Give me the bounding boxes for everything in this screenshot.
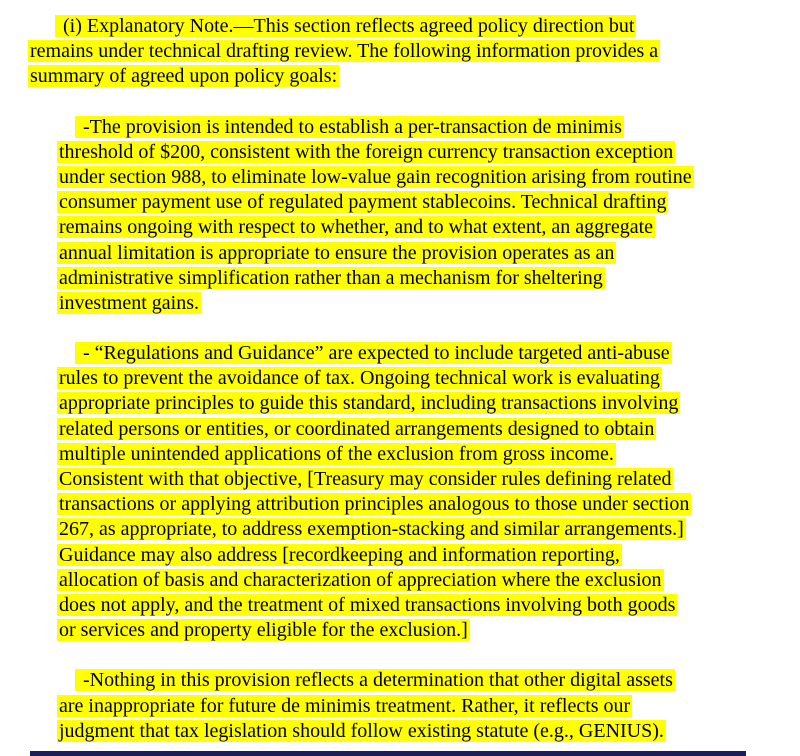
- text-line: [57, 165, 800, 190]
- text-line: [28, 64, 800, 89]
- highlighted-text: administrative simplification rather than a mechanism for sheltering: [59, 266, 603, 289]
- highlighted-text: -Nothing in this provision reflects a determination that other digital assets: [75, 669, 675, 691]
- highlighted-text: related persons or entities, or coordinated arrangements designed to obtain: [59, 417, 655, 440]
- paragraph-bullet-de-minimis-threshold: [57, 115, 800, 317]
- text-line: [57, 694, 800, 719]
- highlighted-text: rules to prevent the avoidance of tax. Ongoing technical work is evaluating: [59, 367, 660, 390]
- highlighted-text: annual limitation is appropriate to ensure the provision operates as an: [59, 241, 615, 264]
- paragraph-explanatory-note: [28, 14, 800, 90]
- paragraph-bullet-nothing-in-provision: [57, 668, 800, 744]
- highlighted-text: consumer payment use of regulated payment stablecoins. Technical drafting: [59, 191, 667, 214]
- text-line: [57, 668, 800, 693]
- paragraph-bullet-regulations-and-guidance: [57, 341, 800, 643]
- text-line: [57, 492, 800, 517]
- text-line: [57, 366, 800, 391]
- text-line: [57, 291, 800, 316]
- highlighted-text: investment gains.: [59, 291, 199, 314]
- highlighted-text: transactions or applying attribution principles analogous to those under section: [59, 493, 690, 516]
- text-line: [57, 467, 800, 492]
- document-text-container: [0, 14, 800, 744]
- text-line: [57, 241, 800, 266]
- text-line: [57, 341, 800, 366]
- highlighted-text: under section 988, to eliminate low-value gain recognition arising from routine: [59, 165, 692, 188]
- text-line: [57, 442, 800, 467]
- highlighted-text: judgment that tax legislation should follow existing statute (e.g., GENIUS).: [59, 719, 664, 742]
- text-line: [57, 719, 800, 744]
- text-line: [57, 140, 800, 165]
- text-line: [57, 391, 800, 416]
- text-line: [57, 190, 800, 215]
- highlighted-text: 267, as appropriate, to address exemption-stacking and similar arrangements.]: [59, 518, 684, 541]
- text-line: [57, 568, 800, 593]
- highlighted-text: does not apply, and the treatment of mixed transactions involving both goods: [59, 593, 676, 616]
- highlighted-text: appropriate principles to guide this standard, including transactions involving: [59, 392, 679, 415]
- highlighted-text: are inappropriate for future de minimis treatment. Rather, it reflects our: [59, 694, 631, 717]
- text-line: [57, 618, 800, 643]
- highlighted-text: -The provision is intended to establish a per-transaction de minimis: [75, 116, 624, 138]
- highlighted-text: remains ongoing with respect to whether, and to what extent, an aggregate: [59, 216, 654, 239]
- highlighted-text: threshold of $200, consistent with the foreign currency transaction exception: [59, 140, 674, 163]
- text-line: [57, 215, 800, 240]
- next-line-highlight-cutoff-bar: [30, 751, 746, 756]
- highlighted-text: remains under technical drafting review. The following information provides a: [30, 40, 659, 63]
- highlighted-text: summary of agreed upon policy goals:: [30, 65, 338, 88]
- text-line: [57, 266, 800, 291]
- highlighted-text: - “Regulations and Guidance” are expected to include targeted anti-abuse: [75, 342, 672, 364]
- text-line: [57, 115, 800, 140]
- text-line: [28, 14, 800, 39]
- highlighted-text: (i) Explanatory Note.—This section reflects agreed policy direction but: [55, 15, 636, 37]
- text-line: [57, 517, 800, 542]
- text-line: [57, 417, 800, 442]
- highlighted-text: Consistent with that objective, [Treasury may consider rules defining related: [59, 468, 672, 490]
- text-line: [57, 543, 800, 568]
- highlighted-text: or services and property eligible for the exclusion.]: [59, 619, 468, 642]
- highlighted-text: Guidance may also address [recordkeeping and information reporting,: [59, 543, 620, 566]
- text-line: [28, 39, 800, 64]
- highlighted-text: multiple unintended applications of the exclusion from gross income.: [59, 442, 614, 465]
- highlighted-text: allocation of basis and characterization of appreciation where the exclusion: [59, 568, 662, 591]
- text-line: [57, 593, 800, 618]
